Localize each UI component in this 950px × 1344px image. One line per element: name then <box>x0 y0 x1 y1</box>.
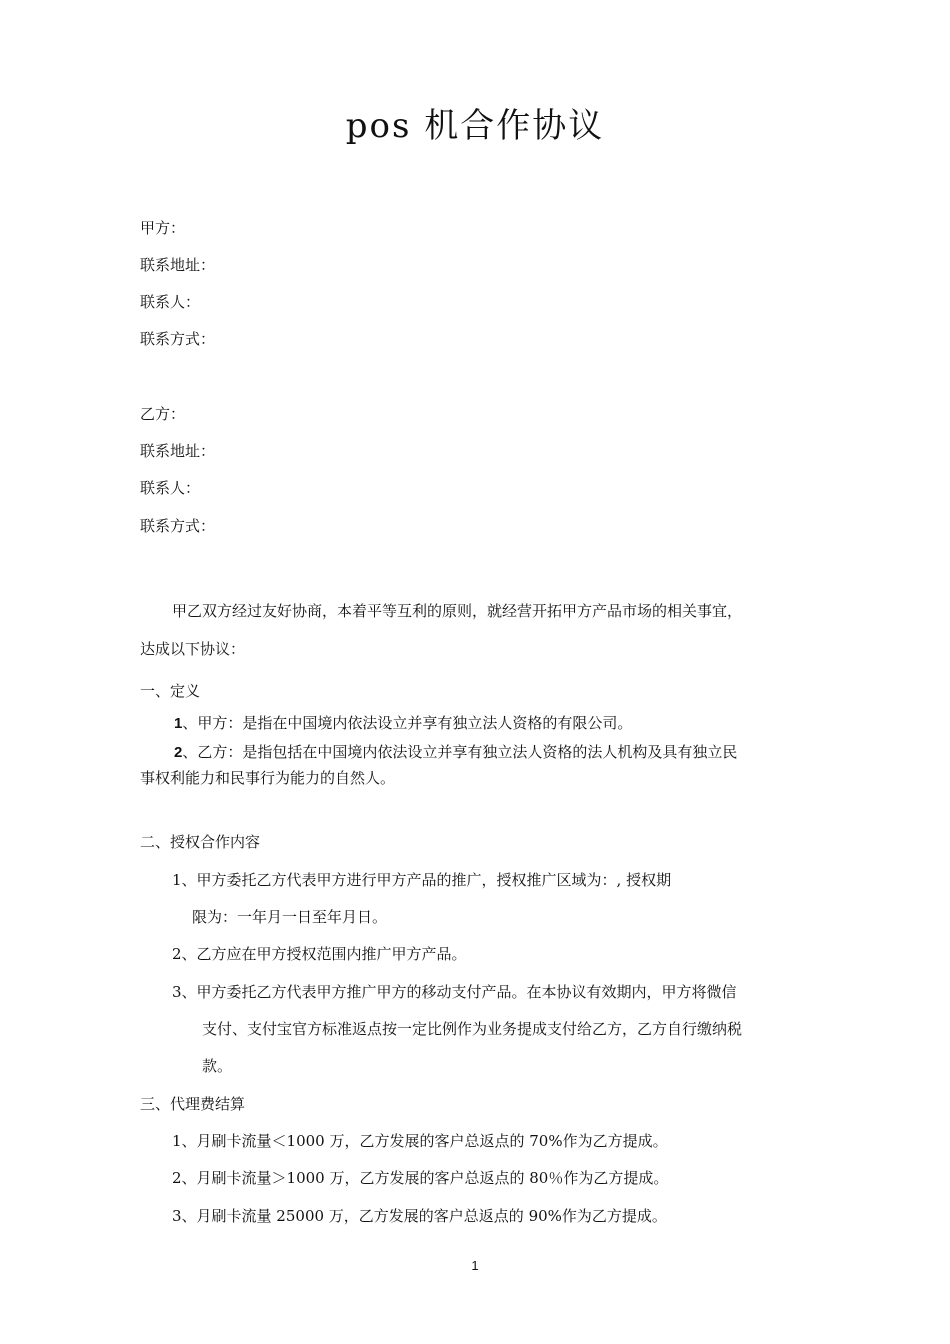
party-b-phone: 联系方式： <box>140 517 216 535</box>
authorization-item-2: 2、乙方应在甲方授权范围内推广甲方产品。 <box>172 945 467 963</box>
party-b-address: 联系地址： <box>140 442 216 460</box>
settlement-item-2: 2、月刷卡流量＞1000 万，乙方发展的客户总返点的 80％作为乙方提成。 <box>172 1169 669 1187</box>
definition-item-1 <box>174 713 632 734</box>
party-a-phone: 联系方式： <box>140 330 216 348</box>
definition-item-1-number: 1 <box>174 715 183 732</box>
party-a-address: 联系地址： <box>140 256 216 274</box>
section-2-heading: 二、授权合作内容 <box>140 833 261 851</box>
authorization-item-3-line-2: 支付、支付宝官方标准返点按一定比例作为业务提成支付给乙方，乙方自行缴纳税 <box>202 1020 743 1038</box>
intro-line-1: 甲乙双方经过友好协商，本着平等互利的原则，就经营开拓甲方产品市场的相关事宜， <box>172 602 743 620</box>
party-a-label: 甲方： <box>140 219 186 237</box>
page-number: 1 <box>471 1258 479 1273</box>
definition-item-2-number: 2 <box>174 744 183 761</box>
definition-item-2-text: 、乙方：是指包括在中国境内依法设立并享有独立法人资格的法人机构及具有独立民 <box>182 743 738 761</box>
document-title: pos 机合作协议 <box>345 106 605 146</box>
settlement-item-3: 3、月刷卡流量 25000 万，乙方发展的客户总返点的 90%作为乙方提成。 <box>172 1207 667 1225</box>
authorization-item-1-line-1: 1、甲方委托乙方代表甲方进行甲方产品的推广，授权推广区域为：, 授权期 <box>172 871 672 889</box>
party-b-label: 乙方： <box>140 405 186 423</box>
definition-item-2 <box>174 742 737 763</box>
settlement-item-1: 1、月刷卡流量＜1000 万，乙方发展的客户总返点的 70%作为乙方提成。 <box>172 1132 668 1150</box>
authorization-item-3-line-1: 3、甲方委托乙方代表甲方推广甲方的移动支付产品。在本协议有效期内，甲方将微信 <box>172 983 737 1001</box>
section-3-heading: 三、代理费结算 <box>140 1095 246 1113</box>
section-1-heading: 一、定义 <box>140 682 201 700</box>
party-b-contact: 联系人： <box>140 479 201 497</box>
definition-item-1-text: 、甲方：是指在中国境内依法设立并享有独立法人资格的有限公司。 <box>182 714 633 732</box>
intro-line-2: 达成以下协议： <box>140 640 246 658</box>
party-a-contact: 联系人： <box>140 293 201 311</box>
definition-item-2-continued: 事权利能力和民事行为能力的自然人。 <box>140 769 396 787</box>
authorization-item-1-line-2: 限为：一年月一日至年月日。 <box>192 908 388 926</box>
authorization-item-3-line-3: 款。 <box>202 1057 233 1075</box>
